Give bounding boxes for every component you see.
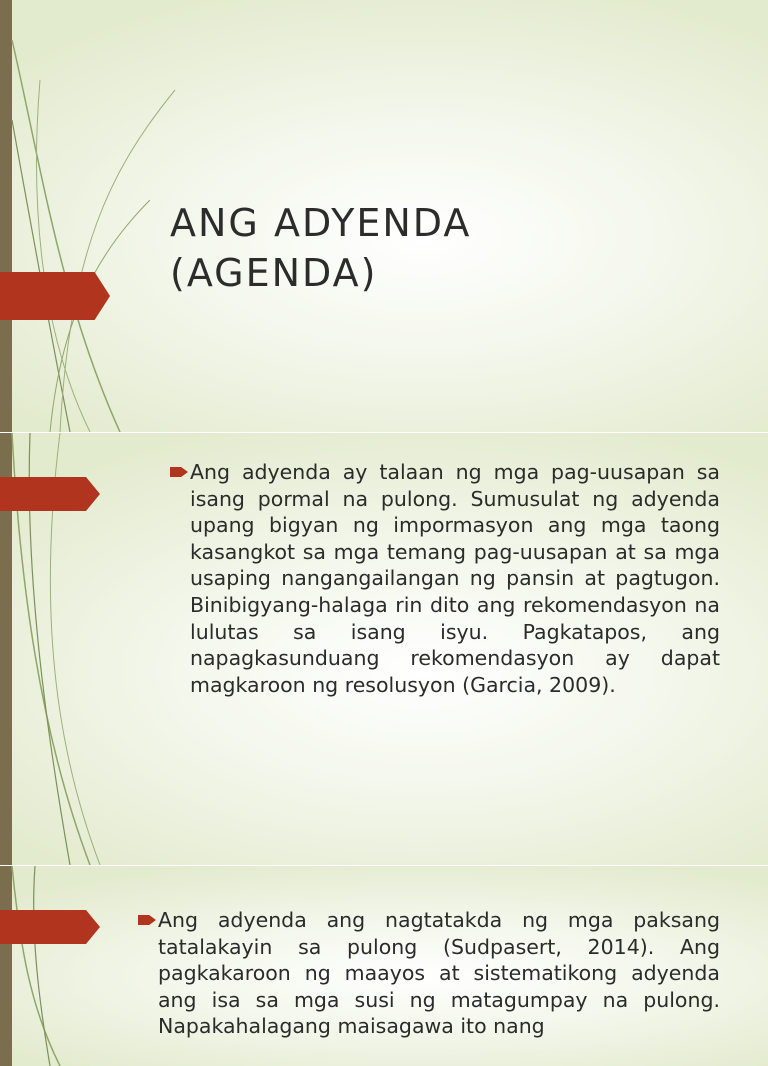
purpose-paragraph: Ang adyenda ang nagtatakda ng mga paksang tatalakayin sa pulong (Sudpasert, 2014). Ang pagkakaroon ng maayos at sistematikong adyenda ang isa sa mga susi ng matagumpay na pulong. Napakahalagang maisagawa ito nang: [158, 908, 720, 1039]
accent-tab: [0, 272, 110, 320]
slide-title: [0, 0, 768, 432]
title-line-2: (AGENDA): [170, 251, 378, 295]
title-line-1: ANG ADYENDA: [170, 201, 472, 245]
slide-title-heading: [170, 198, 471, 298]
bullet-item: [170, 459, 720, 698]
slide-definition: [0, 433, 768, 865]
definition-paragraph: Ang adyenda ay talaan ng mga pag-uusapan sa isang pormal na pulong. Sumusulat ng adyenda upang bigyan ng impormasyon ang mga taong kasangkot sa mga temang pag-uusapan at sa mga usaping nangangailangan ng pansin at pagtugon. Binibigyang-halaga rin dito ang rekomendasyon na lulutas sa isang isyu. Pagkatapos, ang napagkasunduang rekomendasyon ay dapat magkaroon ng resolusyon (Garcia, 2009).: [190, 460, 720, 697]
slide-purpose: [0, 866, 768, 1066]
accent-tab: [0, 477, 100, 511]
accent-tab: [0, 910, 100, 944]
bullet-item: [138, 907, 720, 1040]
